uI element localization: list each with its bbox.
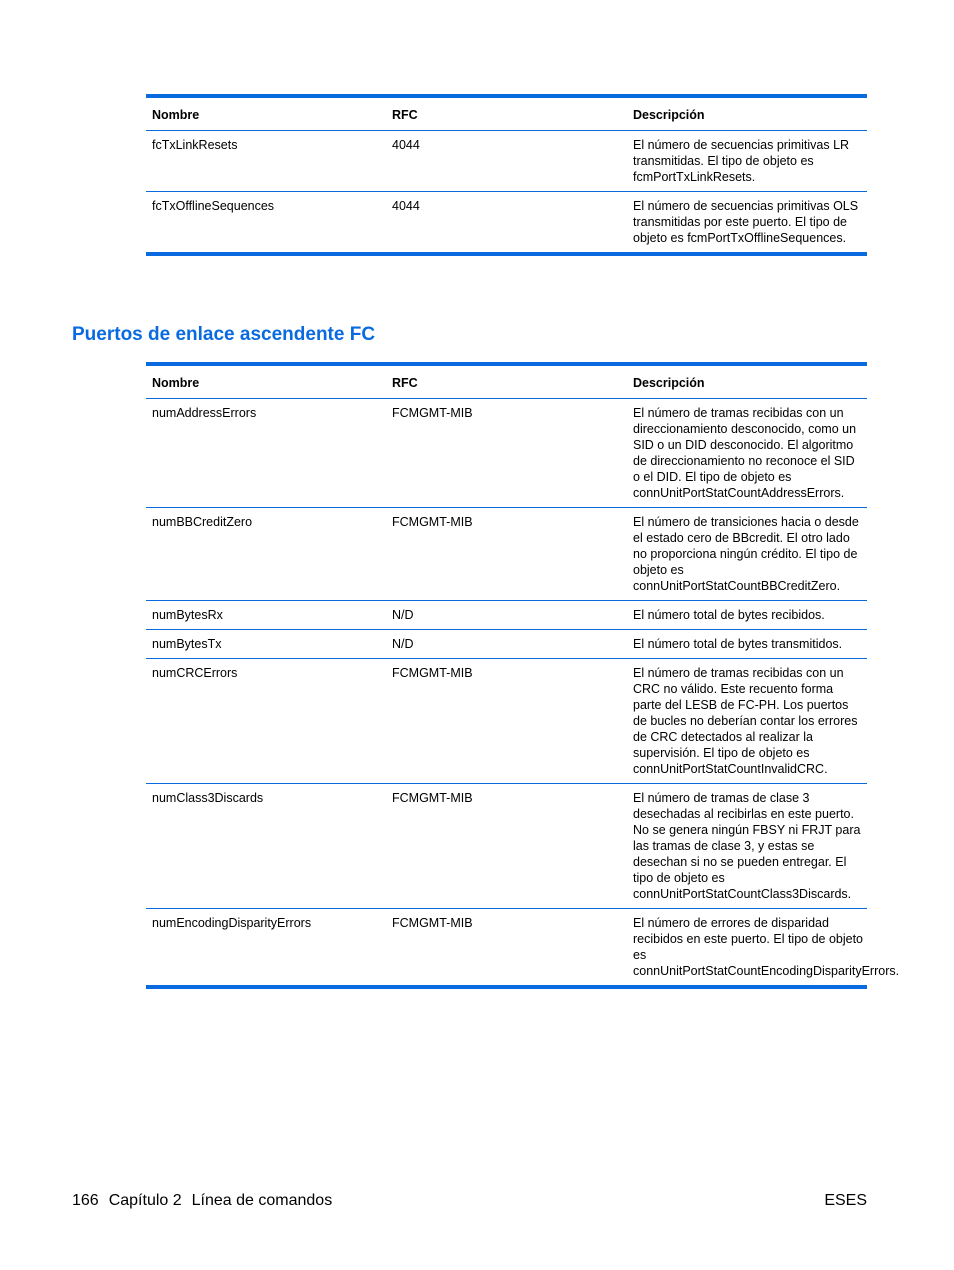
table-row (146, 630, 867, 659)
cell-name: fcTxOfflineSequences (146, 192, 386, 255)
column-header-nombre: Nombre (146, 364, 386, 399)
table-row (146, 131, 867, 192)
column-header-rfc: RFC (386, 364, 627, 399)
cell-description: El número total de bytes recibidos. (627, 601, 867, 630)
cell-name: numBBCreditZero (146, 508, 386, 601)
cell-description: El número de transiciones hacia o desde el estado cero de BBcredit. El otro lado no proporciona ningún crédito. El tipo de objeto es connUnitPortStatCountBBCreditZero. (627, 508, 867, 601)
table-row (146, 399, 867, 508)
cell-name: numBytesRx (146, 601, 386, 630)
table-counters-1 (146, 94, 867, 256)
cell-rfc: 4044 (386, 131, 627, 192)
table-fc-uplink-ports (146, 362, 900, 989)
table-header-row (146, 364, 867, 399)
table-row (146, 909, 867, 988)
column-header-descripcion: Descripción (627, 364, 867, 399)
section-title: Puertos de enlace ascendente FC (72, 324, 376, 345)
cell-description: El número de tramas de clase 3 desechadas al recibirlas en este puerto. No se genera ningún FBSY ni FRJT para las tramas de clase 3, y estas se desechan si no se pueden entregar. El tipo de objeto es connUnitPortStatCountClass3Discards. (627, 784, 867, 909)
cell-name: numEncodingDisparityErrors (146, 909, 386, 988)
chapter-label: Capítulo 2 (108, 1192, 182, 1209)
cell-description: El número de tramas recibidas con un CRC no válido. Este recuento forma parte del LESB de FC-PH. Los puertos de bucles no deberían contar los errores de CRC detectados al realizar la supervisión. El tipo de objeto es connUnitPortStatCountInvalidCRC. (627, 659, 867, 784)
table-row (146, 192, 867, 255)
cell-rfc: FCMGMT-MIB (386, 508, 627, 601)
page-footer (72, 1190, 332, 1212)
cell-name: numClass3Discards (146, 784, 386, 909)
page-number: 166 (72, 1192, 99, 1209)
cell-rfc: FCMGMT-MIB (386, 784, 627, 909)
column-header-nombre: Nombre (146, 96, 386, 131)
table-header-row (146, 96, 867, 131)
cell-description: El número de errores de disparidad recibidos en este puerto. El tipo de objeto es connUnitPortStatCountEncodingDisparityErrors. (627, 909, 867, 988)
cell-rfc: 4044 (386, 192, 627, 255)
table-row (146, 784, 867, 909)
cell-name: numCRCErrors (146, 659, 386, 784)
cell-rfc: FCMGMT-MIB (386, 909, 627, 988)
cell-description: El número de secuencias primitivas OLS transmitidas por este puerto. El tipo de objeto es fcmPortTxOfflineSequences. (627, 192, 867, 255)
cell-name: numBytesTx (146, 630, 386, 659)
cell-description: El número de tramas recibidas con un direccionamiento desconocido, como un SID o un DID desconocido. El algoritmo de direccionamiento no reconoce el SID o el DID. El tipo de objeto es connUnitPortStatCountAddressErrors. (627, 399, 867, 508)
table-row (146, 659, 867, 784)
table-row (146, 508, 867, 601)
cell-rfc: N/D (386, 601, 627, 630)
table-row (146, 601, 867, 630)
cell-name: fcTxLinkResets (146, 131, 386, 192)
cell-rfc: FCMGMT-MIB (386, 659, 627, 784)
chapter-title: Línea de comandos (191, 1192, 333, 1209)
cell-rfc: N/D (386, 630, 627, 659)
language-code: ESES (824, 1192, 867, 1209)
column-header-descripcion: Descripción (627, 96, 867, 131)
cell-rfc: FCMGMT-MIB (386, 399, 627, 508)
column-header-rfc: RFC (386, 96, 627, 131)
cell-description: El número total de bytes transmitidos. (627, 630, 867, 659)
cell-description: El número de secuencias primitivas LR transmitidas. El tipo de objeto es fcmPortTxLinkResets. (627, 131, 867, 192)
cell-name: numAddressErrors (146, 399, 386, 508)
